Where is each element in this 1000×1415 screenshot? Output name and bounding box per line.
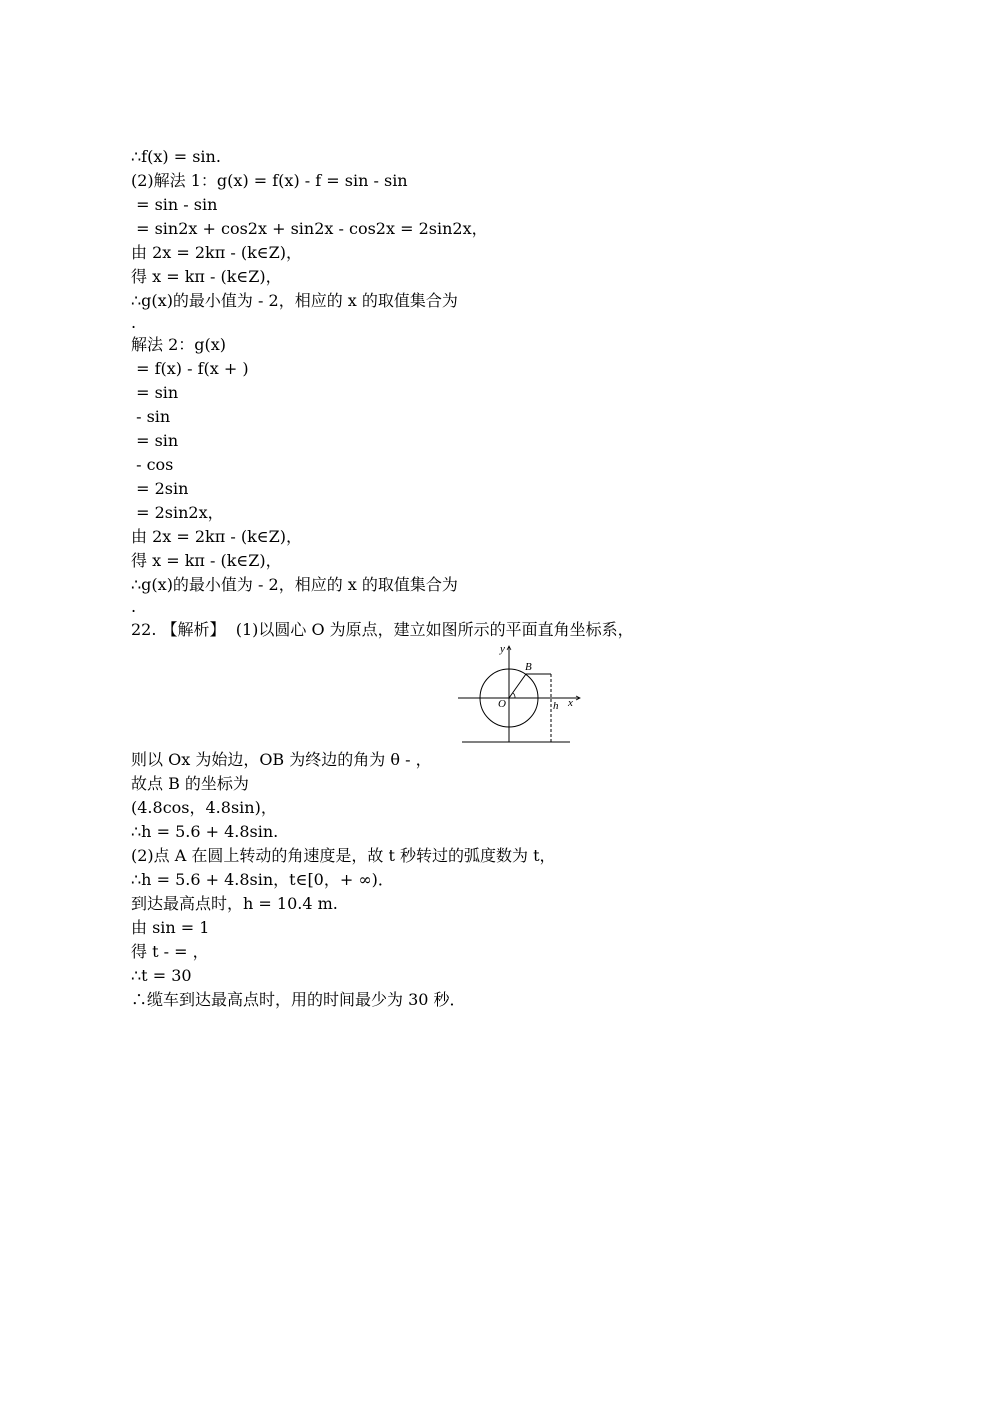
text-line: ∴g(x)的最小值为 - 2，相应的 x 的取值集合为 <box>131 575 458 594</box>
radius-OB <box>509 674 526 698</box>
angle-arc <box>513 693 515 698</box>
text-line: 22. 【解析】 (1)以圆心 O 为原点，建立如图所示的平面直角坐标系， <box>131 620 634 639</box>
text-line: 得 x = kπ - (k∈Z)， <box>131 551 282 570</box>
text-line: (4.8cos，4.8sin)， <box>131 798 277 817</box>
text-line: = 2sin2x， <box>131 503 224 522</box>
text-line: = 2sin <box>131 479 189 498</box>
text-line: 到达最高点时，h = 10.4 m. <box>131 894 338 913</box>
text-line: = sin <box>131 383 179 402</box>
text-line: 故点 B 的坐标为 <box>131 774 249 793</box>
text-line: 由 2x = 2kπ - (k∈Z)， <box>131 527 302 546</box>
text-line: (2)解法 1：g(x) = f(x) - f = sin - sin <box>131 171 408 190</box>
coordinate-figure <box>455 643 585 745</box>
text-line: ∴缆车到达最高点时，用的时间最少为 30 秒． <box>131 990 466 1009</box>
text-line: . <box>131 597 137 616</box>
text-line: ∴h = 5.6 + 4.8sin. <box>131 822 279 841</box>
text-line: = sin - sin <box>131 195 218 214</box>
text-line: = f(x) - f(x + ) <box>131 359 249 378</box>
text-line: = sin2x + cos2x + sin2x - cos2x = 2sin2x， <box>131 219 488 238</box>
text-line: = sin <box>131 431 179 450</box>
label-B: B <box>525 661 532 673</box>
text-line: (2)点 A 在圆上转动的角速度是，故 t 秒转过的弧度数为 t， <box>131 846 556 865</box>
label-h: h <box>553 700 559 712</box>
text-line: ∴f(x) = sin. <box>131 147 221 166</box>
text-line: 由 2x = 2kπ - (k∈Z)， <box>131 243 302 262</box>
text-line: 得 x = kπ - (k∈Z)， <box>131 267 282 286</box>
text-line: 得 t - = ， <box>131 942 209 961</box>
text-line: 由 sin = 1 <box>131 918 210 937</box>
text-line: - sin <box>131 407 171 426</box>
label-y: y <box>500 643 505 655</box>
text-line: . <box>131 313 137 332</box>
label-x: x <box>568 697 573 709</box>
text-line: ∴t = 30 <box>131 966 192 985</box>
label-O: O <box>498 698 506 710</box>
text-line: ∴g(x)的最小值为 - 2，相应的 x 的取值集合为 <box>131 291 458 310</box>
text-line: - cos <box>131 455 174 474</box>
text-line: ∴h = 5.6 + 4.8sin，t∈[0，+ ∞)． <box>131 870 394 889</box>
text-line: 解法 2：g(x) <box>131 335 227 354</box>
text-line: 则以 Ox 为始边，OB 为终边的角为 θ - ， <box>131 750 432 769</box>
